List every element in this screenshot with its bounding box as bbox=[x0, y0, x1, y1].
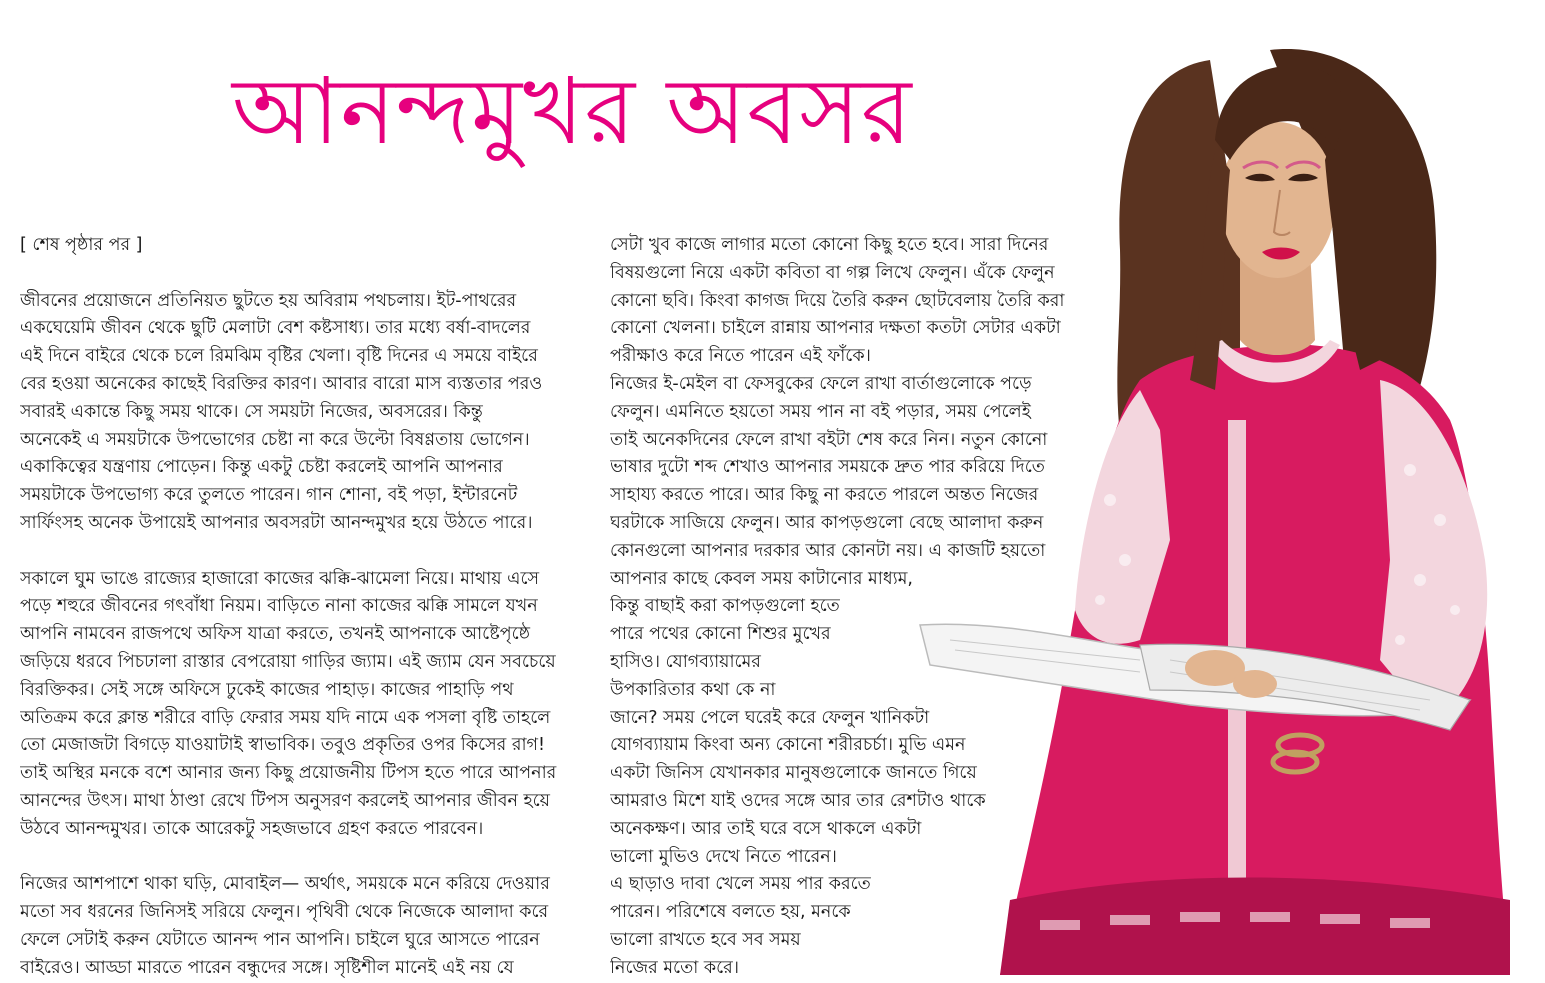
woman-reading-photo bbox=[910, 0, 1545, 975]
left-column bbox=[20, 232, 600, 983]
text-line: উপকারিতার কথা কে না bbox=[610, 679, 776, 700]
text-line: কোনো ছবি। কিংবা কাগজ দিয়ে তৈরি করুন ছোটবেলায় তৈরি করা bbox=[610, 290, 1065, 311]
text-line: তো মেজাজটা বিগড়ে যাওয়াটাই স্বাভাবিক। তবুও প্রকৃতির ওপর কিসের রাগ! bbox=[20, 735, 546, 756]
text-line: সেটা খুব কাজে লাগার মতো কোনো কিছু হতে হবে। সারা দিনের bbox=[610, 235, 1049, 255]
text-line: জানে? সময় পেলে ঘরেই করে ফেলুন খানিকটা bbox=[610, 707, 930, 728]
text-line: ফেলে সেটাই করুন যেটাতে আনন্দ পান আপনি। চাইলে ঘুরে আসতে পারেন bbox=[20, 929, 540, 950]
text-line: ঘরটাকে সাজিয়ে ফেলুন। আর কাপড়গুলো বেছে আলাদা করুন bbox=[610, 512, 1044, 533]
paragraph-gap bbox=[20, 538, 600, 566]
text-line: এই দিনে বাইরে থেকে চলে রিমঝিম বৃষ্টির খেলা। বৃষ্টি দিনের এ সময়ে বাইরে bbox=[20, 346, 538, 367]
headline: আনন্দমুখর অবসর bbox=[232, 58, 913, 165]
text-line: ভাষার দুটো শব্দ শেখাও আপনার সময়কে দ্রুত পার করিয়ে দিতে bbox=[610, 457, 1045, 478]
text-line: পড়ে শহুরে জীবনের গৎবাঁধা নিয়ম। বাড়িতে নানা কাজের ঝক্কি সামলে যখন bbox=[20, 596, 538, 617]
text-line: সাহায্য করতে পারে। আর কিছু না করতে পারলে অন্তত নিজের bbox=[610, 485, 1039, 506]
text-line: একঘেয়েমি জীবন থেকে ছুটি মেলাটা বেশ কষ্টসাধ্য। তার মধ্যে বর্ষা-বাদলের bbox=[20, 318, 531, 339]
text-line: বের হওয়া অনেকের কাছেই বিরক্তির কারণ। আবার বারো মাস ব্যস্ততার পরও bbox=[20, 373, 543, 394]
text-line: উঠবে আনন্দমুখর। তাকে আরেকটু সহজভাবে গ্রহণ করতে পারবেন। bbox=[20, 818, 484, 839]
text-line: মতো সব ধরনের জিনিসই সরিয়ে ফেলুন। পৃথিবী থেকে নিজেকে আলাদা করে bbox=[20, 902, 549, 923]
text-line: বিরক্তিকর। সেই সঙ্গে অফিসে ঢুকেই কাজের পাহাড়। কাজের পাহাড়ি পথ bbox=[20, 679, 514, 700]
paragraph-3 bbox=[20, 871, 600, 982]
paragraph-2 bbox=[20, 566, 600, 844]
paragraph-1 bbox=[20, 288, 600, 538]
text-line: পরীক্ষাও করে নিতে পারেন এই ফাঁকে। bbox=[610, 346, 871, 367]
text-line: অতিক্রম করে ক্লান্ত শরীরে বাড়ি ফেরার সময় যদি নামে এক পসলা বৃষ্টি তাহলে bbox=[20, 707, 551, 728]
text-line: আনন্দের উৎস। মাথা ঠাণ্ডা রেখে টিপস অনুসরণ করলেই আপনার জীবন হয়ে bbox=[20, 790, 550, 811]
text-line: কিন্তু বাছাই করা কাপড়গুলো হতে bbox=[610, 596, 840, 617]
text-line: একাকিত্বের যন্ত্রণায় পোড়েন। কিন্তু একটু চেষ্টা করলেই আপনি আপনার bbox=[20, 457, 503, 478]
continued-from-note: [ শেষ পৃষ্ঠার পর ] bbox=[20, 235, 143, 255]
text-line: এ ছাড়াও দাবা খেলে সময় পার করতে bbox=[610, 874, 871, 895]
paragraph-gap bbox=[20, 844, 600, 872]
text-line: আপনার কাছে কেবল সময় কাটানোর মাধ্যম, bbox=[610, 568, 913, 589]
text-line: পারে পথের কোনো শিশুর মুখের bbox=[610, 624, 831, 645]
text-line: ভালো রাখতে হবে সব সময় bbox=[610, 929, 801, 950]
text-line: তাই অস্থির মনকে বশে আনার জন্য কিছু প্রয়োজনীয় টিপস হতে পারে আপনার bbox=[20, 763, 557, 784]
text-line: কোনো খেলনা। চাইলে রান্নায় আপনার দক্ষতা কতটা সেটার একটা bbox=[610, 318, 1061, 339]
text-line: ভালো মুভিও দেখে নিতে পারেন। bbox=[610, 846, 837, 867]
text-line: একটা জিনিস যেখানকার মানুষগুলোকে জানতে গিয়ে bbox=[610, 763, 977, 784]
text-line: তাই অনেকদিনের ফেলে রাখা বইটা শেষ করে নিন। নতুন কোনো bbox=[610, 429, 1048, 450]
text-line: নিজের মতো করে। bbox=[610, 957, 740, 978]
text-line: অনেকক্ষণ। আর তাই ঘরে বসে থাকলে একটা bbox=[610, 818, 922, 839]
text-line: পারেন। পরিশেষে বলতে হয়, মনকে bbox=[610, 902, 851, 923]
text-line: বাইরেও। আড্ডা মারতে পারেন বন্ধুদের সঙ্গে। সৃষ্টিশীল মানেই এই নয় যে bbox=[20, 957, 514, 978]
text-line: নিজের আশপাশে থাকা ঘড়ি, মোবাইল— অর্থাৎ, সময়কে মনে করিয়ে দেওয়ার bbox=[20, 874, 550, 895]
text-line: নিজের ই-মেইল বা ফেসবুকের ফেলে রাখা বার্তাগুলোকে পড়ে bbox=[610, 373, 1032, 394]
text-line: ফেলুন। এমনিতে হয়তো সময় পান না বই পড়ার, সময় পেলেই bbox=[610, 401, 1031, 422]
text-line: সকালে ঘুম ভাঙে রাজ্যের হাজারো কাজের ঝক্কি-ঝামেলা নিয়ে। মাথায় এসে bbox=[20, 568, 540, 589]
text-line: জড়িয়ে ধরবে পিচঢালা রাস্তার বেপরোয়া গাড়ির জ্যাম। এই জ্যাম যেন সবচেয়ে bbox=[20, 651, 556, 672]
text-line: অনেকেই এ সময়টাকে উপভোগের চেষ্টা না করে উল্টো বিষণ্ণতায় ভোগেন। bbox=[20, 429, 530, 450]
text-line: জীবনের প্রয়োজনে প্রতিনিয়ত ছুটতে হয় অবিরাম পথচলায়। ইট-পাথরের bbox=[20, 290, 517, 311]
text-line: কোনগুলো আপনার দরকার আর কোনটা নয়। এ কাজটি হয়তো bbox=[610, 540, 1046, 561]
text-line: সার্ফিংসহ অনেক উপায়েই আপনার অবসরটা আনন্দমুখর হয়ে উঠতে পারে। bbox=[20, 512, 533, 533]
text-line: বিষয়গুলো নিয়ে একটা কবিতা বা গল্প লিখে ফেলুন। এঁকে ফেলুন bbox=[610, 262, 1055, 283]
text-line: সবারই একান্তে কিছু সময় থাকে। সে সময়টা নিজের, অবসরের। কিন্তু bbox=[20, 401, 483, 422]
text-line: আপনি নামবেন রাজপথে অফিস যাত্রা করতে, তখনই আপনাকে আষ্টেপৃষ্ঠে bbox=[20, 624, 531, 645]
text-line: যোগব্যায়াম কিংবা অন্য কোনো শরীরচর্চা। মুভি এমন bbox=[610, 735, 966, 756]
text-line: সময়টাকে উপভোগ্য করে তুলতে পারেন। গান শোনা, বই পড়া, ইন্টারনেট bbox=[20, 485, 518, 506]
text-line: হাসিও। যোগব্যায়ামের bbox=[610, 651, 761, 672]
text-line: আমরাও মিশে যাই ওদের সঙ্গে আর তার রেশটাও থাকে bbox=[610, 790, 986, 811]
